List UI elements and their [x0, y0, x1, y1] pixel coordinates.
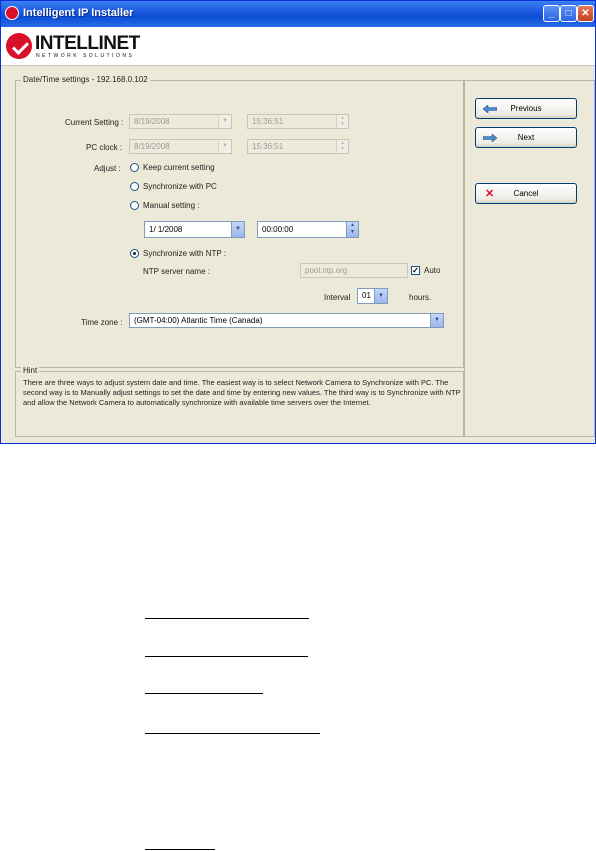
underline-rule — [145, 733, 320, 734]
pc-clock-date-field: 8/19/2008 ▼ — [129, 139, 232, 154]
checkmark-icon: ✓ — [412, 266, 419, 275]
hint-text: There are three ways to adjust system date and time. The easiest way is to select Network Camera to Synchronize with PC. The second way is to Manually adjust settings to set the date and time by entering new values. The third way is to Synchronize with NTP and allow the Network Camera to automatically synchronize with available time servers over the Internet. — [23, 378, 461, 407]
next-button[interactable] — [475, 127, 577, 148]
chevron-down-icon[interactable]: ▼ — [231, 222, 244, 237]
app-icon — [5, 6, 19, 20]
ntp-server-field: pool.ntp.org — [300, 263, 408, 278]
sync-ntp-label[interactable]: Synchronize with NTP : — [143, 249, 226, 258]
cancel-label: Cancel — [513, 189, 539, 198]
minimize-button[interactable]: _ — [543, 5, 560, 22]
interval-select[interactable]: 01 ▼ — [357, 288, 388, 304]
underline-rule — [145, 656, 308, 657]
time-zone-select[interactable]: (GMT-04:00) Atlantic Time (Canada) ▼ — [129, 313, 444, 328]
current-setting-label: Current Setting : — [65, 118, 124, 127]
sync-pc-radio[interactable] — [130, 182, 139, 191]
window-title: Intelligent IP Installer — [23, 7, 134, 19]
red-x-icon: ✕ — [485, 188, 495, 200]
intellinet-logo-icon — [6, 33, 32, 59]
chevron-down-icon: ▼ — [218, 140, 231, 153]
previous-label: Previous — [510, 104, 542, 113]
manual-setting-radio[interactable] — [130, 201, 139, 210]
underline-rule — [145, 618, 309, 619]
maximize-button[interactable]: □ — [560, 5, 577, 22]
logo-subtitle: NETWORK SOLUTIONS — [36, 53, 135, 59]
logo-brand: INTELLINET — [35, 33, 140, 54]
next-label: Next — [517, 133, 535, 142]
current-time-field: 15:36:51 ▲ ▼ — [247, 114, 349, 129]
previous-button[interactable] — [475, 98, 577, 119]
interval-label: Interval — [324, 293, 351, 302]
auto-label: Auto — [424, 266, 441, 275]
cancel-button[interactable] — [475, 183, 577, 204]
hint-legend: Hint — [23, 366, 38, 375]
pc-clock-label: PC clock : — [86, 143, 123, 152]
current-date-field: 8/19/2008 ▼ — [129, 114, 232, 129]
manual-time-field[interactable]: 00:00:00 ▲ ▼ — [257, 221, 359, 238]
spinner-icon[interactable]: ▲ ▼ — [346, 222, 358, 237]
logo-banner — [1, 27, 595, 66]
adjust-label: Adjust : — [94, 164, 121, 173]
underline-rule — [145, 849, 215, 850]
time-zone-label: Time zone : — [81, 318, 123, 327]
sync-ntp-radio[interactable] — [130, 249, 139, 258]
spinner-icon: ▲ ▼ — [336, 115, 348, 128]
close-button[interactable]: ✕ — [577, 5, 594, 22]
chevron-down-icon[interactable]: ▼ — [374, 289, 387, 303]
datetime-settings-legend: Date/Time settings - 192.168.0.102 — [23, 75, 148, 84]
keep-setting-label[interactable]: Keep current setting — [143, 163, 215, 172]
auto-checkbox[interactable] — [411, 266, 420, 275]
hours-label: hours. — [409, 293, 432, 302]
chevron-down-icon[interactable]: ▼ — [430, 314, 443, 327]
pc-clock-time-field: 15:36:51 ▲ ▼ — [247, 139, 349, 154]
underline-rule — [145, 693, 263, 694]
ntp-server-label: NTP server name : — [143, 267, 210, 276]
sync-pc-label[interactable]: Synchronize with PC — [143, 182, 217, 191]
chevron-down-icon: ▼ — [218, 115, 231, 128]
manual-setting-label[interactable]: Manual setting : — [143, 201, 200, 210]
keep-setting-radio[interactable] — [130, 163, 139, 172]
spinner-icon: ▲ ▼ — [336, 140, 348, 153]
manual-date-field[interactable]: 1/ 1/2008 ▼ — [144, 221, 245, 238]
title-bar[interactable] — [1, 1, 595, 27]
